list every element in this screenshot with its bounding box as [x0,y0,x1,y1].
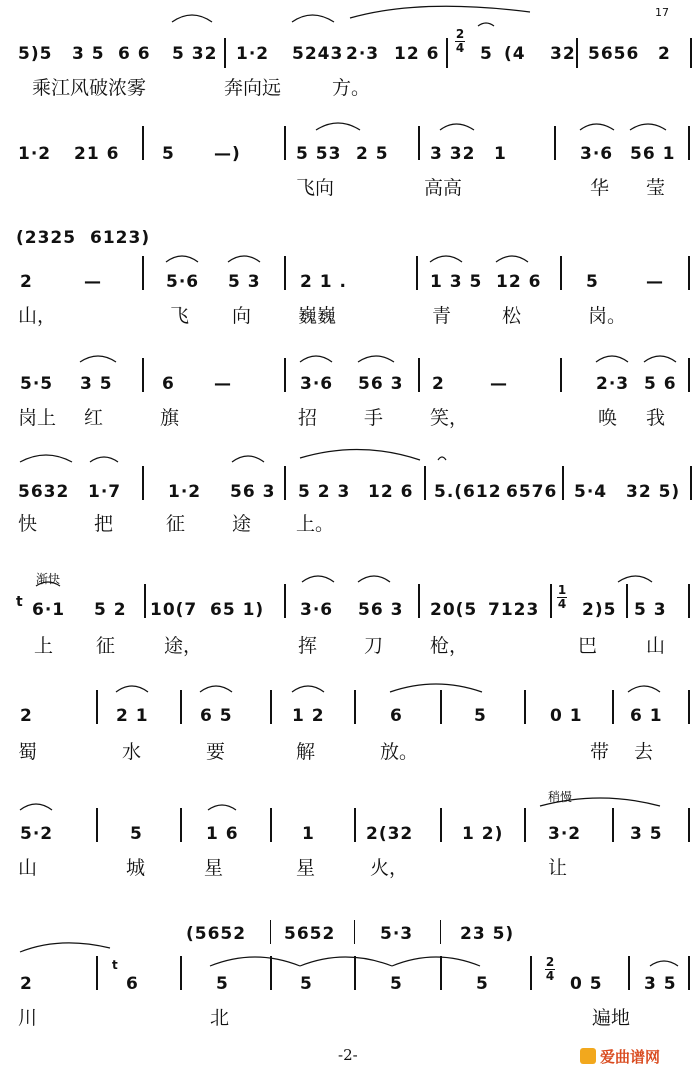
barline [560,256,562,290]
note-group: 5243 [292,44,344,64]
barline [524,808,526,842]
slur [208,805,236,810]
note-group: 6123) [90,228,151,248]
slur [302,576,334,582]
note-group: 5 [390,974,403,994]
note-group: 2(32 [366,824,414,844]
corner-mark: 17 [655,6,669,19]
note-group: 1 3 5 [430,272,483,292]
note-group: 2 [20,272,33,292]
lyric: 岗上 [18,407,57,429]
note-group: 3 5 [72,44,105,64]
long-slur [350,6,530,18]
note-group: 5 6 [644,374,677,394]
barline [270,690,272,724]
barline [690,38,692,68]
lyric: 方。 [332,77,371,99]
note-group: 5 [300,974,313,994]
lyric: 把 [94,513,114,535]
lyric: 乘江风破浓雾 [32,77,147,99]
barline [96,956,98,990]
lyric: 岗。 [588,305,627,327]
note-group: 3·6 [300,374,334,394]
lyric: 让 [548,857,568,879]
slur [596,356,628,362]
lyric: 山 [18,857,38,879]
slur [430,256,462,262]
time-signature-2-4: 2 4 [545,955,555,983]
barline [576,38,578,68]
slur [200,686,232,692]
long-slur [300,449,420,460]
slur [300,957,392,966]
slur [630,124,666,130]
lyric: 火， [370,857,409,879]
slur [20,455,72,462]
note-group: 12 6 [496,272,542,292]
note-group: 23 5) [460,924,515,944]
lyric: 山 [646,635,666,657]
slur [644,356,676,362]
note-group: 5 [586,272,599,292]
note-group: 1 2 [292,706,325,726]
lyric: 青 [432,305,452,327]
lyric: 巍巍 [298,305,337,327]
note-group: — [646,272,664,292]
barline [354,808,356,842]
note-group: 7123 [488,600,540,620]
note-group: —) [214,144,241,164]
barline [418,584,420,618]
note-group: 2 5 [356,144,389,164]
lyric: 要 [206,741,226,763]
note-group: 5·4 [574,482,608,502]
barline [688,584,690,618]
note-group: 1 2) [462,824,504,844]
watermark-logo-icon [580,1048,596,1064]
barline [96,690,98,724]
barline [688,126,690,160]
note-group: 12 6 [368,482,414,502]
lyric: 川 [18,1007,38,1029]
note-group: (4 [504,44,526,64]
slur [116,686,148,692]
barline [142,126,144,160]
lyric: 上 [34,635,54,657]
barline [440,690,442,724]
barline [628,956,630,990]
note-group: 5·3 [380,924,414,944]
note-group: 5.(612 [434,482,502,502]
tempo-marking: 稍慢 [548,790,573,804]
note-group: 3 32 [430,144,476,164]
note-group: 5 3 [634,600,667,620]
barline [688,956,690,990]
note-group: 0 5 [570,974,603,994]
barline [524,690,526,724]
slur [166,256,198,262]
barline [354,920,355,944]
lyric: 途 [232,513,252,535]
barline [284,584,286,618]
note-group: 1·7 [88,482,122,502]
note-group: 32 5) [626,482,681,502]
lyric: 笑， [430,407,469,429]
note-group: 2)5 [582,600,617,620]
lyric: 向 [232,305,252,327]
note-group: — [490,374,508,394]
note-group: 5 [216,974,229,994]
barline [180,808,182,842]
barline [142,256,144,290]
note-group: 56 3 [358,374,404,394]
slur [440,124,474,130]
note-group: 2 [20,974,33,994]
lyric: 放。 [380,741,419,763]
slur [390,684,482,692]
barline [180,690,182,724]
note-group: 5 53 [296,144,342,164]
barline [224,38,226,68]
note-group: 5 3 [228,272,261,292]
lyric: 旗 [160,407,180,429]
barline [284,358,286,392]
note-group: 5 32 [172,44,218,64]
note-group: 3 5 [630,824,663,844]
note-group: (2325 [16,228,77,248]
note-group: 6576 [506,482,558,502]
barline [440,956,442,990]
barline [354,690,356,724]
note-group: 5632 [18,482,70,502]
slur [358,576,390,582]
barline [550,584,552,618]
tuplet-mark: t [112,958,118,972]
slur [316,123,360,130]
note-group: 65 1) [210,600,265,620]
note-group: 2·3 [346,44,380,64]
note-group: 3·6 [300,600,334,620]
barline [440,920,441,944]
slur [90,457,118,462]
barline [416,256,418,290]
slur [80,356,116,362]
slur [292,686,324,692]
tuplet-mark: t [16,594,23,610]
note-group: 5)5 [18,44,53,64]
time-signature-2-4: 2 4 [455,27,465,55]
barline [96,808,98,842]
fermata [478,23,494,26]
note-group: 6 [126,974,139,994]
lyric: 枪， [430,635,469,657]
lyric: 星 [296,857,316,879]
slur [228,256,260,262]
lyric: 北 [210,1007,230,1029]
note-group: 5656 [588,44,640,64]
barline [418,358,420,392]
note-group: 5 2 3 [298,482,351,502]
note-group: 3 5 [644,974,677,994]
note-group: 0 1 [550,706,583,726]
barline [690,466,692,500]
lyric: 快 [18,513,38,535]
slur [650,961,678,966]
lyric: 飞向 [296,177,335,199]
barline [284,126,286,160]
note-group: 6 1 [630,706,663,726]
barline [554,126,556,160]
barline [530,956,532,990]
note-group: — [84,272,102,292]
note-group: 1·2 [168,482,202,502]
note-group: 1 [302,824,315,844]
barline [626,584,628,618]
note-group: 5·6 [166,272,200,292]
note-group: 32 [550,44,576,64]
barline [562,466,564,500]
barline [284,256,286,290]
note-group: 2·3 [596,374,630,394]
barline [688,808,690,842]
note-group: 6 6 [118,44,151,64]
slur [20,943,110,952]
lyric: 松 [502,305,522,327]
lyric: 解 [296,741,316,763]
lyric: 我 [646,407,666,429]
note-group: 5·5 [20,374,54,394]
slur [392,957,480,966]
lyric: 征 [96,635,116,657]
lyric: 巴 [578,635,598,657]
lyric: 星 [204,857,224,879]
note-group: 56 3 [358,600,404,620]
lyric: 招 [298,407,318,429]
page-number: -2- [338,1046,358,1064]
note-group: 1·2 [236,44,270,64]
barline [270,920,271,944]
lyric: 蜀 [18,741,38,763]
barline [142,466,144,500]
lyric: 遍地 [592,1007,631,1029]
lyric: 奔向远 [224,77,282,99]
barline [688,690,690,724]
barline [424,466,426,500]
slur [292,15,334,22]
barline [270,808,272,842]
lyric: 山， [18,305,57,327]
lyric: 去 [634,741,654,763]
lyric: 带 [590,741,610,763]
slur [172,15,212,22]
barline [142,358,144,392]
slur [618,576,652,582]
note-group: 5 [476,974,489,994]
lyric: 红 [84,407,104,429]
barline [688,358,690,392]
note-group: 56 1 [630,144,676,164]
note-group: 5·2 [20,824,54,844]
note-group: 1 [494,144,507,164]
lyric: 挥 [298,635,318,657]
barline [180,956,182,990]
barline [284,466,286,500]
lyric: 征 [166,513,186,535]
note-group: 3·6 [580,144,614,164]
note-group: 2 [658,44,671,64]
note-group: 2 [20,706,33,726]
note-group: 6 5 [200,706,233,726]
lyric: 城 [126,857,146,879]
note-group: 1·2 [18,144,52,164]
slur [232,456,264,462]
barline [560,358,562,392]
lyric: 唤 [598,407,618,429]
slur [496,256,528,262]
barline [440,808,442,842]
note-group: 2 1 [116,706,149,726]
slur [20,804,52,810]
note-group: 2 [432,374,445,394]
note-group: 3 5 [80,374,113,394]
note-group: 5 [480,44,493,64]
barline [418,126,420,160]
note-group: 56 3 [230,482,276,502]
watermark: 爱曲谱网 [600,1048,661,1066]
slur [210,957,300,966]
note-group: 5 [162,144,175,164]
barline [354,956,356,990]
lyric: 手 [364,407,384,429]
lyric: 飞 [170,305,190,327]
note-group: 5 [474,706,487,726]
tempo-marking: 渐快 [36,572,61,586]
slur [580,124,614,130]
note-group: 21 6 [74,144,120,164]
time-signature-1-4: 1 4 [557,583,567,611]
slur [628,686,660,692]
note-group: 20(5 [430,600,478,620]
note-group: 5652 [284,924,336,944]
barline [612,690,614,724]
note-group: 6·1 [32,600,66,620]
note-group: — [214,374,232,394]
barline [446,38,448,68]
lyric: 上。 [296,513,335,535]
note-group: 1 6 [206,824,239,844]
barline [144,584,146,618]
note-group: 3·2 [548,824,582,844]
note-group: 12 6 [394,44,440,64]
lyric: 刀 [364,635,384,657]
lyric: 华 [590,177,610,199]
lyric: 途， [164,635,203,657]
note-group: 10(7 [150,600,198,620]
lyric: 高高 [424,177,463,199]
barline [688,256,690,290]
barline [612,808,614,842]
lyric: 水 [122,741,142,763]
barline [270,956,272,990]
note-group: 5 2 [94,600,127,620]
note-group: 6 [390,706,403,726]
note-group: 5 [130,824,143,844]
slur [358,356,394,362]
slur [300,356,332,362]
lyric: 莹 [646,177,666,199]
note-group: 6 [162,374,175,394]
fermata [438,457,446,460]
note-group: (5652 [186,924,247,944]
note-group: 2 1 . [300,272,347,292]
